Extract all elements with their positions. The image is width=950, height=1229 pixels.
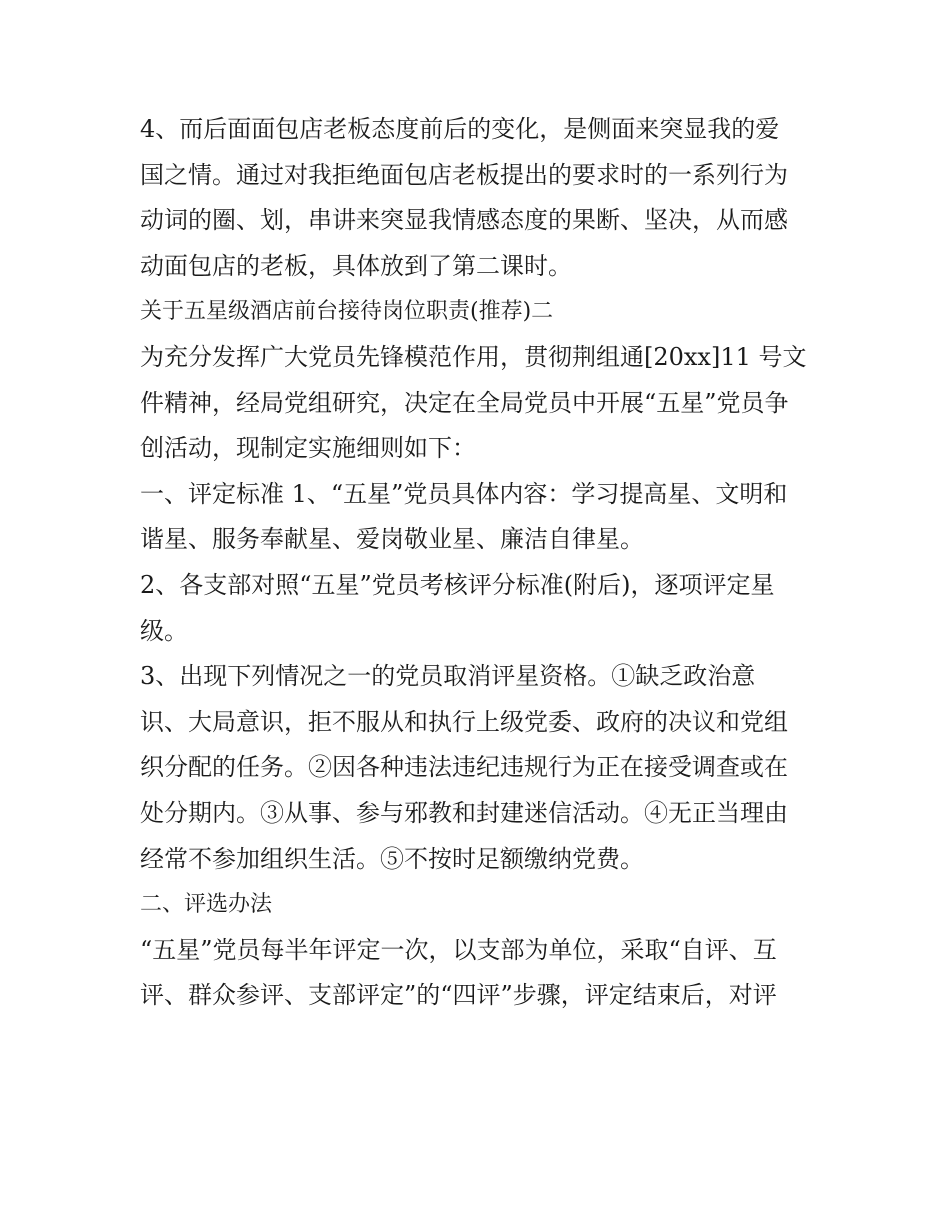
paragraph-line: 一、评定标准 1、“五星”党员具体内容：学习提高星、文明和 — [140, 479, 788, 508]
paragraph-line: 件精神，经局党组研究，决定在全局党员中开展“五星”党员争 — [140, 388, 789, 417]
paragraph-line: 3、出现下列情况之一的党员取消评星资格。①缺乏政治意 — [140, 662, 756, 691]
paragraph-line: “五星”党员每半年评定一次，以支部为单位，采取“自评、互 — [140, 935, 777, 964]
paragraph-line: 4、而后面面包店老板态度前后的变化，是侧面来突显我的爱 — [140, 115, 780, 143]
section-title: 关于五星级酒店前台接待岗位职责(推荐)二 — [140, 299, 554, 325]
document-body — [140, 107, 820, 1019]
paragraph-line: 动词的圈、划，串讲来突显我情感态度的果断、坚决，从而感 — [140, 206, 788, 235]
paragraph-line: 国之情。通过对我拒绝面包店老板提出的要求时的一系列行为 — [140, 160, 788, 189]
paragraph-line: 级。 — [140, 616, 188, 645]
paragraph-line: 创活动，现制定实施细则如下： — [140, 434, 476, 463]
paragraph-line: 经常不参加组织生活。⑤不按时足额缴纳党费。 — [140, 844, 644, 873]
section-heading: 二、评选办法 — [140, 892, 273, 918]
paragraph-line: 谐星、服务奉献星、爱岗敬业星、廉洁自律星。 — [140, 525, 644, 554]
paragraph-line: 处分期内。③从事、参与邪教和封建迷信活动。④无正当理由 — [140, 798, 788, 827]
paragraph-line: 动面包店的老板，具体放到了第二课时。 — [140, 251, 572, 280]
paragraph-line: 评、群众参评、支部评定”的“四评”步骤，评定结束后，对评 — [140, 981, 777, 1010]
paragraph-line: 2、各支部对照“五星”党员考核评分标准(附后)，逐项评定星 — [140, 570, 775, 599]
paragraph-line: 为充分发挥广大党员先锋模范作用，贯彻荆组通[20xx]11 号文 — [140, 342, 807, 371]
paragraph-line: 织分配的任务。②因各种违法违纪违规行为正在接受调查或在 — [140, 753, 788, 782]
paragraph-line: 识、大局意识，拒不服从和执行上级党委、政府的决议和党组 — [140, 707, 788, 736]
